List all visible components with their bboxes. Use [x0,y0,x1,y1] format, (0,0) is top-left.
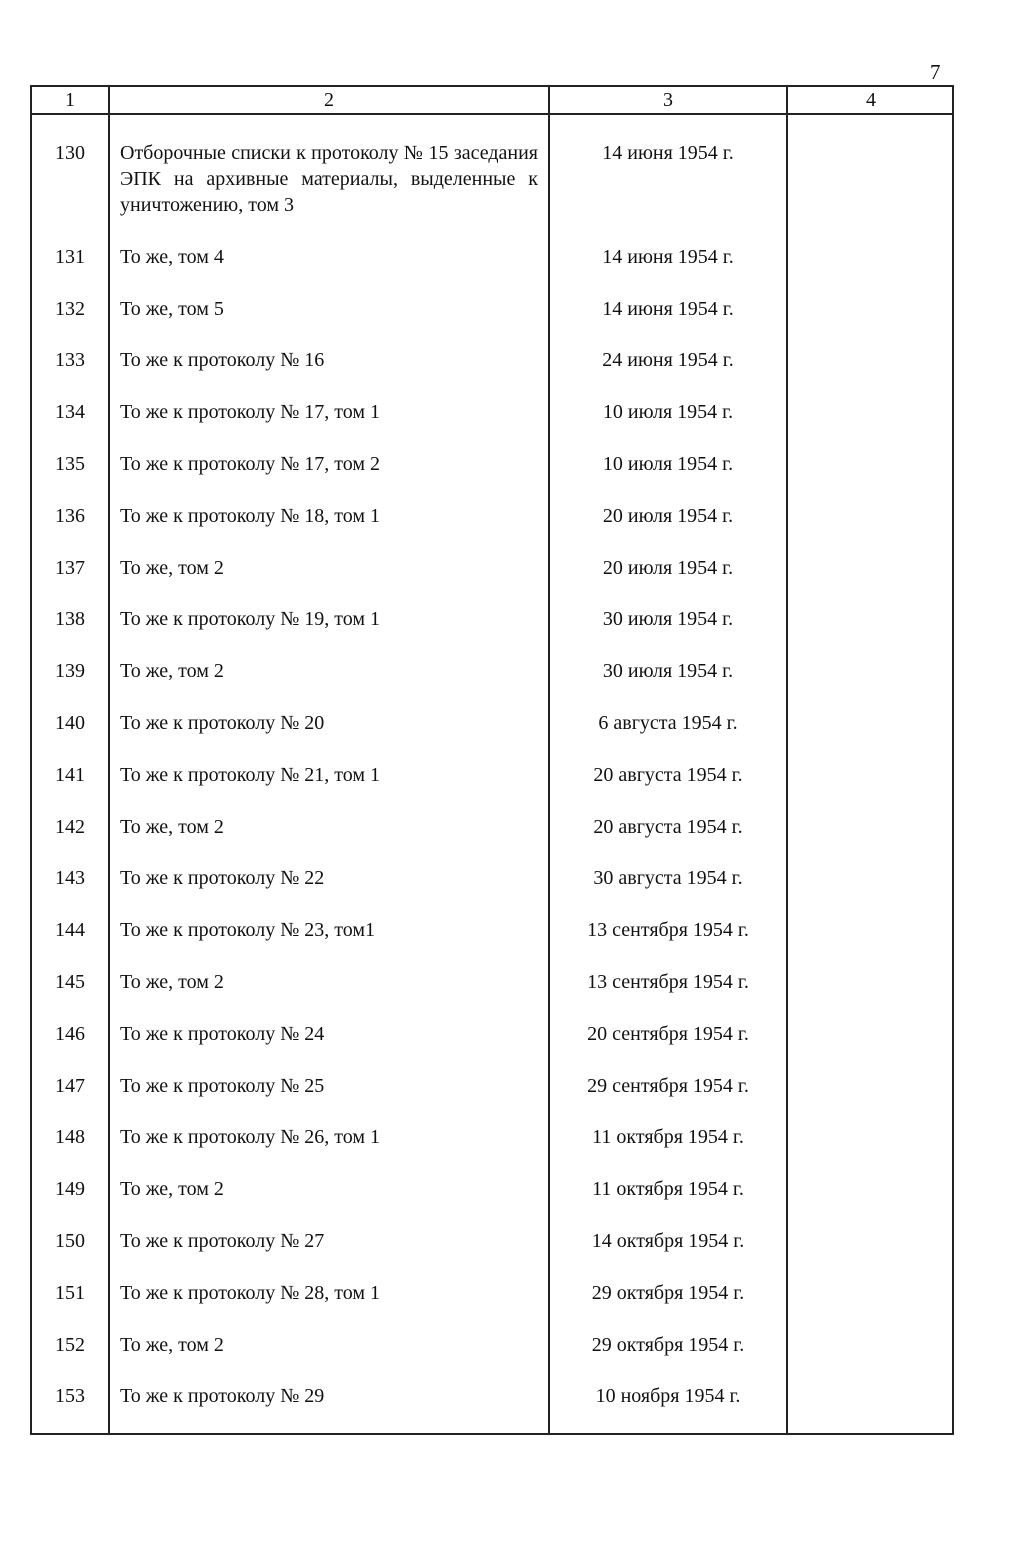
row-number: 153 [55,1385,85,1408]
row-date: 20 июля 1954 г. [602,556,734,579]
row-number: 138 [55,608,85,631]
row-date: 6 августа 1954 г. [598,712,738,734]
row-number: 131 [55,245,85,268]
row-number: 143 [55,867,85,890]
row-title: То же, том 2 [120,556,224,579]
row-date: 14 июня 1954 г. [602,245,734,268]
row-number: 144 [55,919,85,942]
row-date: 13 сентября 1954 г. [587,971,749,993]
row-title: То же к протоколу № 21, том 1 [120,763,381,786]
row-date: 11 октября 1954 г. [592,1126,744,1149]
row-date: 13 сентября 1954 г. [587,919,749,942]
row-title: То же, том 4 [120,245,224,268]
row-number: 130 [55,142,85,164]
row-number: 133 [55,349,85,372]
row-title: То же к протоколу № 19, том 1 [120,608,381,631]
row-number: 139 [55,660,85,683]
row-number: 134 [55,401,85,424]
row-title: То же к протоколу № 18, том 1 [120,504,381,527]
row-number: 149 [55,1178,85,1201]
row-number: 152 [55,1333,85,1356]
row-title: То же к протоколу № 24 [120,1022,325,1045]
row-title: То же к протоколу № 25 [120,1074,325,1097]
column-header-1: 1 [65,89,75,111]
row-date: 20 сентября 1954 г. [587,1022,749,1045]
row-title: То же, том 5 [120,297,224,320]
column-divider [108,87,110,1433]
row-number: 137 [55,556,85,579]
row-number: 146 [55,1022,85,1045]
row-date: 20 августа 1954 г. [593,763,743,786]
row-number: 147 [55,1074,85,1097]
row-number: 132 [55,297,85,320]
row-date: 14 июня 1954 г. [602,297,734,320]
row-date: 30 июля 1954 г. [602,660,734,683]
row-title: То же к протоколу № 17, том 1 [120,401,381,424]
row-title: То же, том 2 [120,660,224,683]
row-title: То же, том 2 [120,971,224,993]
row-title: То же, том 2 [120,815,224,838]
row-date: 10 ноября 1954 г. [595,1385,741,1408]
row-title: То же к протоколу № 16 [120,349,325,372]
row-number: 145 [55,971,85,993]
row-date: 24 июня 1954 г. [602,349,734,372]
column-header-4: 4 [866,89,876,111]
row-date: 20 августа 1954 г. [593,815,743,838]
page-number: 7 [930,60,941,84]
row-title: То же к протоколу № 23, том1 [120,919,376,942]
row-number: 135 [55,453,85,475]
row-number: 142 [55,815,85,838]
row-title: То же к протоколу № 27 [120,1230,325,1252]
column-header-2: 2 [324,89,334,111]
row-date: 14 июня 1954 г. [602,142,734,164]
row-title: То же к протоколу № 20 [120,712,325,734]
row-title: То же, том 2 [120,1333,224,1356]
column-header-3: 3 [663,89,673,111]
inventory-table [30,85,954,1435]
row-date: 11 октября 1954 г. [592,1178,744,1201]
row-title: То же, том 2 [120,1178,224,1201]
row-number: 140 [55,712,85,734]
row-date: 10 июля 1954 г. [602,453,734,475]
row-date: 10 июля 1954 г. [602,401,734,424]
row-title: То же к протоколу № 22 [120,867,325,890]
column-divider [786,87,788,1433]
row-number: 150 [55,1230,85,1252]
row-date: 29 сентября 1954 г. [587,1074,749,1097]
row-number: 141 [55,763,85,786]
row-number: 151 [55,1281,85,1304]
row-title: Отборочные списки к протоколу № 15 заседания ЭПК на архивные материалы, выделенные к уничтожению, том 3 [120,142,538,216]
row-number: 136 [55,504,85,527]
header-divider [32,113,952,115]
row-date: 14 октября 1954 г. [591,1230,745,1252]
row-title: То же к протоколу № 17, том 2 [120,453,381,475]
row-date: 20 июля 1954 г. [602,504,734,527]
row-title: То же к протоколу № 28, том 1 [120,1281,381,1304]
row-date: 29 октября 1954 г. [591,1333,745,1356]
row-title: То же к протоколу № 26, том 1 [120,1126,381,1149]
row-date: 29 октября 1954 г. [591,1281,745,1304]
row-date: 30 августа 1954 г. [593,867,743,890]
row-number: 148 [55,1126,85,1149]
row-date: 30 июля 1954 г. [602,608,734,631]
row-title: То же к протоколу № 29 [120,1385,325,1408]
